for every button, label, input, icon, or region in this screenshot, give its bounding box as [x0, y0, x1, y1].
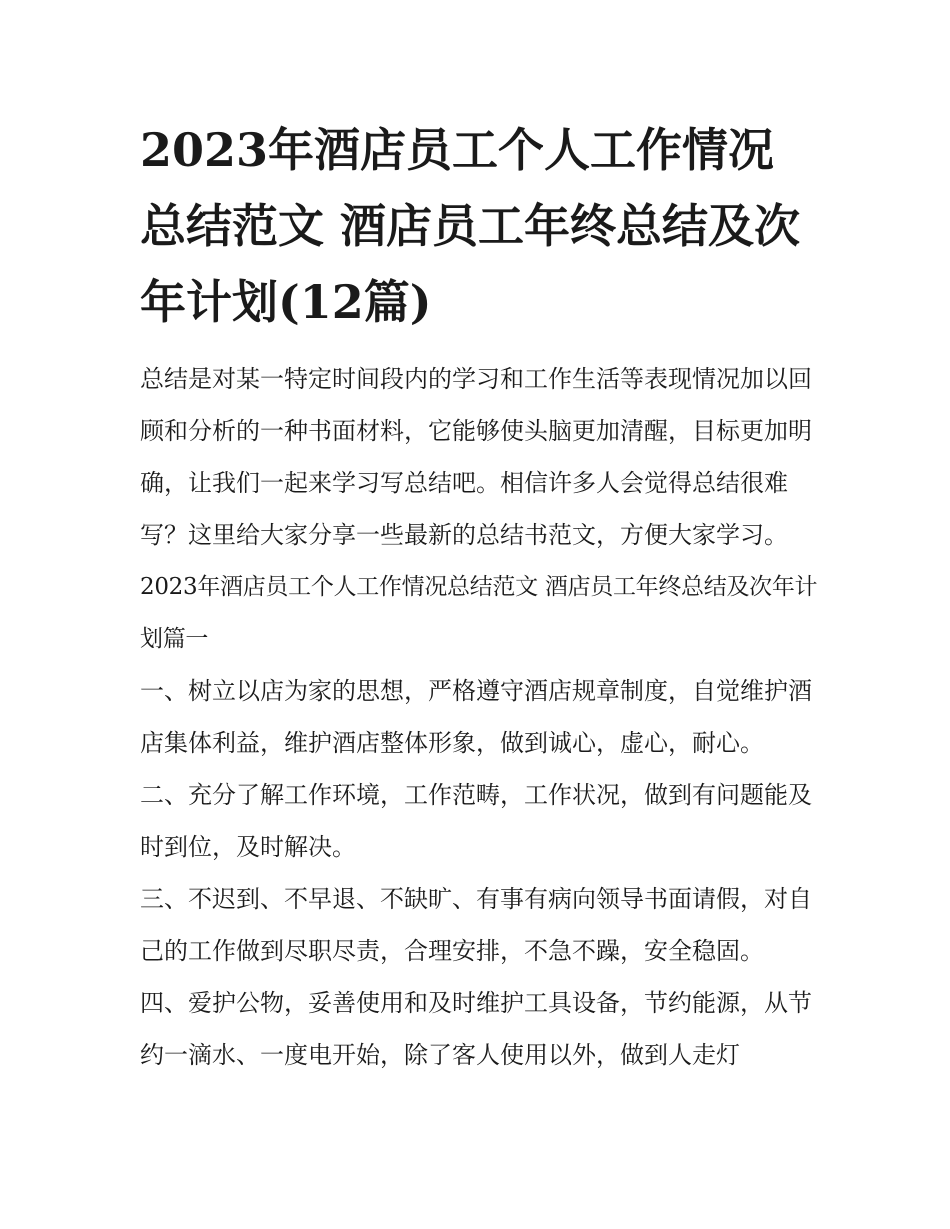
document-title: 2023年酒店员工个人工作情况总结范文 酒店员工年终总结及次年计划(12篇): [140, 123, 801, 329]
section-heading: 2023年酒店员工个人工作情况总结范文 酒店员工年终总结及次年计划篇一: [140, 574, 818, 652]
list-item: 二、充分了解工作环境，工作范畴，工作状况，做到有问题能及时到位，及时解决。: [140, 781, 812, 861]
intro-paragraph: 总结是对某一特定时间段内的学习和工作生活等表现情况加以回顾和分析的一种书面材料，它能够使头脑更加清醒，目标更加明确，让我们一起来学习写总结吧。相信许多人会觉得总结很难写？这里给大家分享一些最新的总结书范文，方便大家学习。: [140, 365, 812, 549]
list-item: 四、爱护公物，妥善使用和及时维护工具设备，节约能源，从节约一滴水、一度电开始，除了客人使用以外，做到人走灯: [140, 989, 812, 1069]
document-body: [140, 353, 820, 1081]
list-item: 三、不迟到、不早退、不缺旷、有事有病向领导书面请假，对自己的工作做到尽职尽责，合理安排，不急不躁，安全稳固。: [140, 885, 812, 965]
list-item: 一、树立以店为家的思想，严格遵守酒店规章制度，自觉维护酒店集体利益，维护酒店整体形象，做到诚心，虚心，耐心。: [140, 677, 812, 757]
